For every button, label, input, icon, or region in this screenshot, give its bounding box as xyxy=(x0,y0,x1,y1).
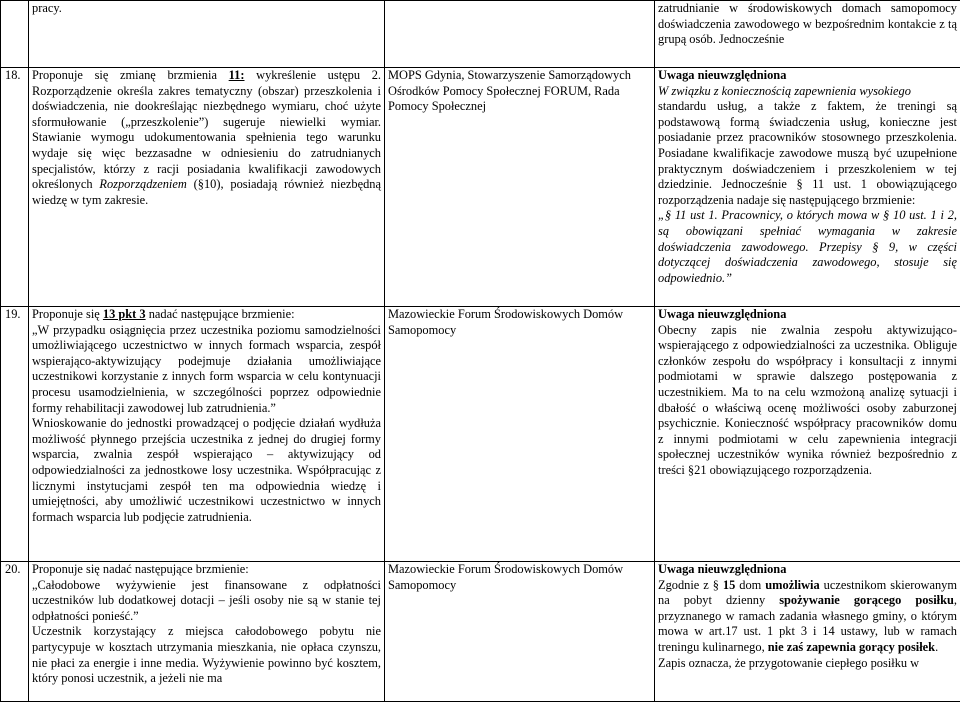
row-number: 18. xyxy=(1,68,29,307)
proposal-cell xyxy=(29,562,385,702)
row-number xyxy=(1,1,29,68)
response-text: W związku z koniecznością zapewnienia wysokiego xyxy=(658,84,957,100)
proposal-cell xyxy=(29,1,385,68)
proposal-cell xyxy=(29,68,385,307)
table-row xyxy=(1,307,960,562)
submitter-cell: MOPS Gdynia, Stowarzyszenie Samorządowych Ośrodków Pomocy Społecznej FORUM, Rada Pomocy Społecznej xyxy=(385,68,655,307)
submitter-cell xyxy=(385,1,655,68)
response-cell xyxy=(655,307,960,562)
proposal-text: Uczestnik korzystający z miejsca całodobowego pobytu nie partycypuje w kosztach utrzymania mieszkania, nie opłaca czynszu, nie płaci za energie i inne media. Wyżywienie powinno być kosztem, który ponosi uczestnik, a jeżeli nie ma xyxy=(32,624,381,686)
table-row xyxy=(1,562,960,702)
response-text: standardu usług, a także z faktem, że treningi są podstawową formą świadczenia usług, konieczne jest posiadanie przez pracowników stosownego przeszkolenia. Posiadane kwalifikacje zawodowe muszą być uzupełnione praktycznym doświadczeniem i przeszkoleniem w tej dziedzinie. Jednocześnie § 11 ust. 1 obowiązującego rozporządzenia nadaje się następującego brzmienie: xyxy=(658,99,957,208)
proposal-text: Proponuje się nadać następujące brzmienie: xyxy=(32,562,381,578)
row-number: 19. xyxy=(1,307,29,562)
response-text: Zapis oznacza, że przygotowanie ciepłego posiłku w xyxy=(658,656,957,672)
row-number: 20. xyxy=(1,562,29,702)
response-text: zatrudnianie w środowiskowych domach samopomocy doświadczenia zawodowego w bezpośrednim kontakcie z tą grupą osób. Jednocześnie xyxy=(658,1,957,48)
response-cell xyxy=(655,68,960,307)
table-row xyxy=(1,68,960,307)
proposal-quote: „Całodobowe wyżywienie jest finansowane z odpłatności uczestników lub dodatkowej dotacji – jeśli osoby nie są w stanie tej odpłatności ponieść.” xyxy=(32,578,381,625)
table-row xyxy=(1,1,960,68)
proposal-text: Proponuje się zmianę brzmienia 11: wykreślenie ustępu 2. Rozporządzenie określa zakres tematyczny (obszar) przeszkolenia i doświadczenia, nie dookreślając niezbędnego wymiaru, choć użyte sformułowanie („przeszkolenie”) sugeruje niewielki wymiar. Stawianie wymogu udokumentowania spełnienia tego warunku wydaje się więc bezzasadne w odniesieniu do zatrudnianych specjalistów, którzy z racji posiadania kwalifikacji zawodowych określonych Rozporządzeniem (§10), posiadają również niezbędną wiedzę w tym zakresie. xyxy=(32,68,381,208)
proposal-text: Proponuje się 13 pkt 3 nadać następujące brzmienie: xyxy=(32,307,381,323)
submitter-cell: Mazowieckie Forum Środowiskowych Domów Samopomocy xyxy=(385,307,655,562)
proposal-text: Wnioskowanie do jednostki prowadzącej o podjęcie działań wydłuża możliwość płynnego przejścia uczestnika z jednej do drugiej formy wsparcia, zwalnia zespół wspierająco – aktywizujący od odpowiedzialności za jednostkowe losy uczestnika. Współpracując z licznymi instytucjami zespół ten ma odpowiednia wiedzę i umiejętności, aby umożliwić uczestnikowi uczestnictwo w innych formach wsparcia lub podjęcie zatrudnienia. xyxy=(32,416,381,525)
response-title: Uwaga nieuwzględniona xyxy=(658,68,957,84)
response-title: Uwaga nieuwzględniona xyxy=(658,562,957,578)
proposal-text: pracy. xyxy=(32,1,381,17)
proposal-quote: „W przypadku osiągnięcia przez uczestnika poziomu samodzielności umożliwiającego uczestnictwo w innych formach wsparcia, zespół wspierająco-aktywizujący podejmuje działania umożliwiające uczestnikowi korzystanie z innych form wsparcia w celu kontynuacji procesu usamodzielnienia, w szczególności poprzez odpowiednie formy rehabilitacji zawodowej lub zatrudnienia.” xyxy=(32,323,381,417)
submitter-cell: Mazowieckie Forum Środowiskowych Domów Samopomocy xyxy=(385,562,655,702)
response-cell xyxy=(655,1,960,68)
response-text: Zgodnie z § 15 dom umożliwia uczestnikom skierowanym na pobyt dzienny spożywanie gorącego posiłku, przyznanego w ramach zadania własnego gminy, o którym mowa w art.17 ust. 1 pkt 3 i 14 ustawy, lub w ramach treningu kulinarnego, nie zaś zapewnia gorący posiłek. xyxy=(658,578,957,656)
proposal-cell xyxy=(29,307,385,562)
response-text: Obecny zapis nie zwalnia zespołu aktywizująco-wspierającego z odpowiedzialności za uczestnika. Obliguje członków zespołu do współpracy i konsultacji z innymi podmiotami w sprawie dalszego postępowania z uczestnikiem. Ma to na celu wzmożoną analizę sytuacji i dbałość o właściwą ocenę możliwości osoby zaburzonej psychicznie. Konieczność współpracy pracowników domu z innymi podmiotami w celu zapewnienia integracji społecznej uczestników wynika również bezpośrednio z treści §21 obowiązującego rozporządzenia. xyxy=(658,323,957,479)
response-quote: „§ 11 ust 1. Pracownicy, o których mowa w § 10 ust. 1 i 2, są obowiązani spełniać wymagania w zakresie doświadczenia zawodowego. Przepisy § 9, w części dotyczącej doświadczenia zawodowego, stosuje się odpowiednio.” xyxy=(658,208,957,286)
response-title: Uwaga nieuwzględniona xyxy=(658,307,957,323)
response-cell xyxy=(655,562,960,702)
